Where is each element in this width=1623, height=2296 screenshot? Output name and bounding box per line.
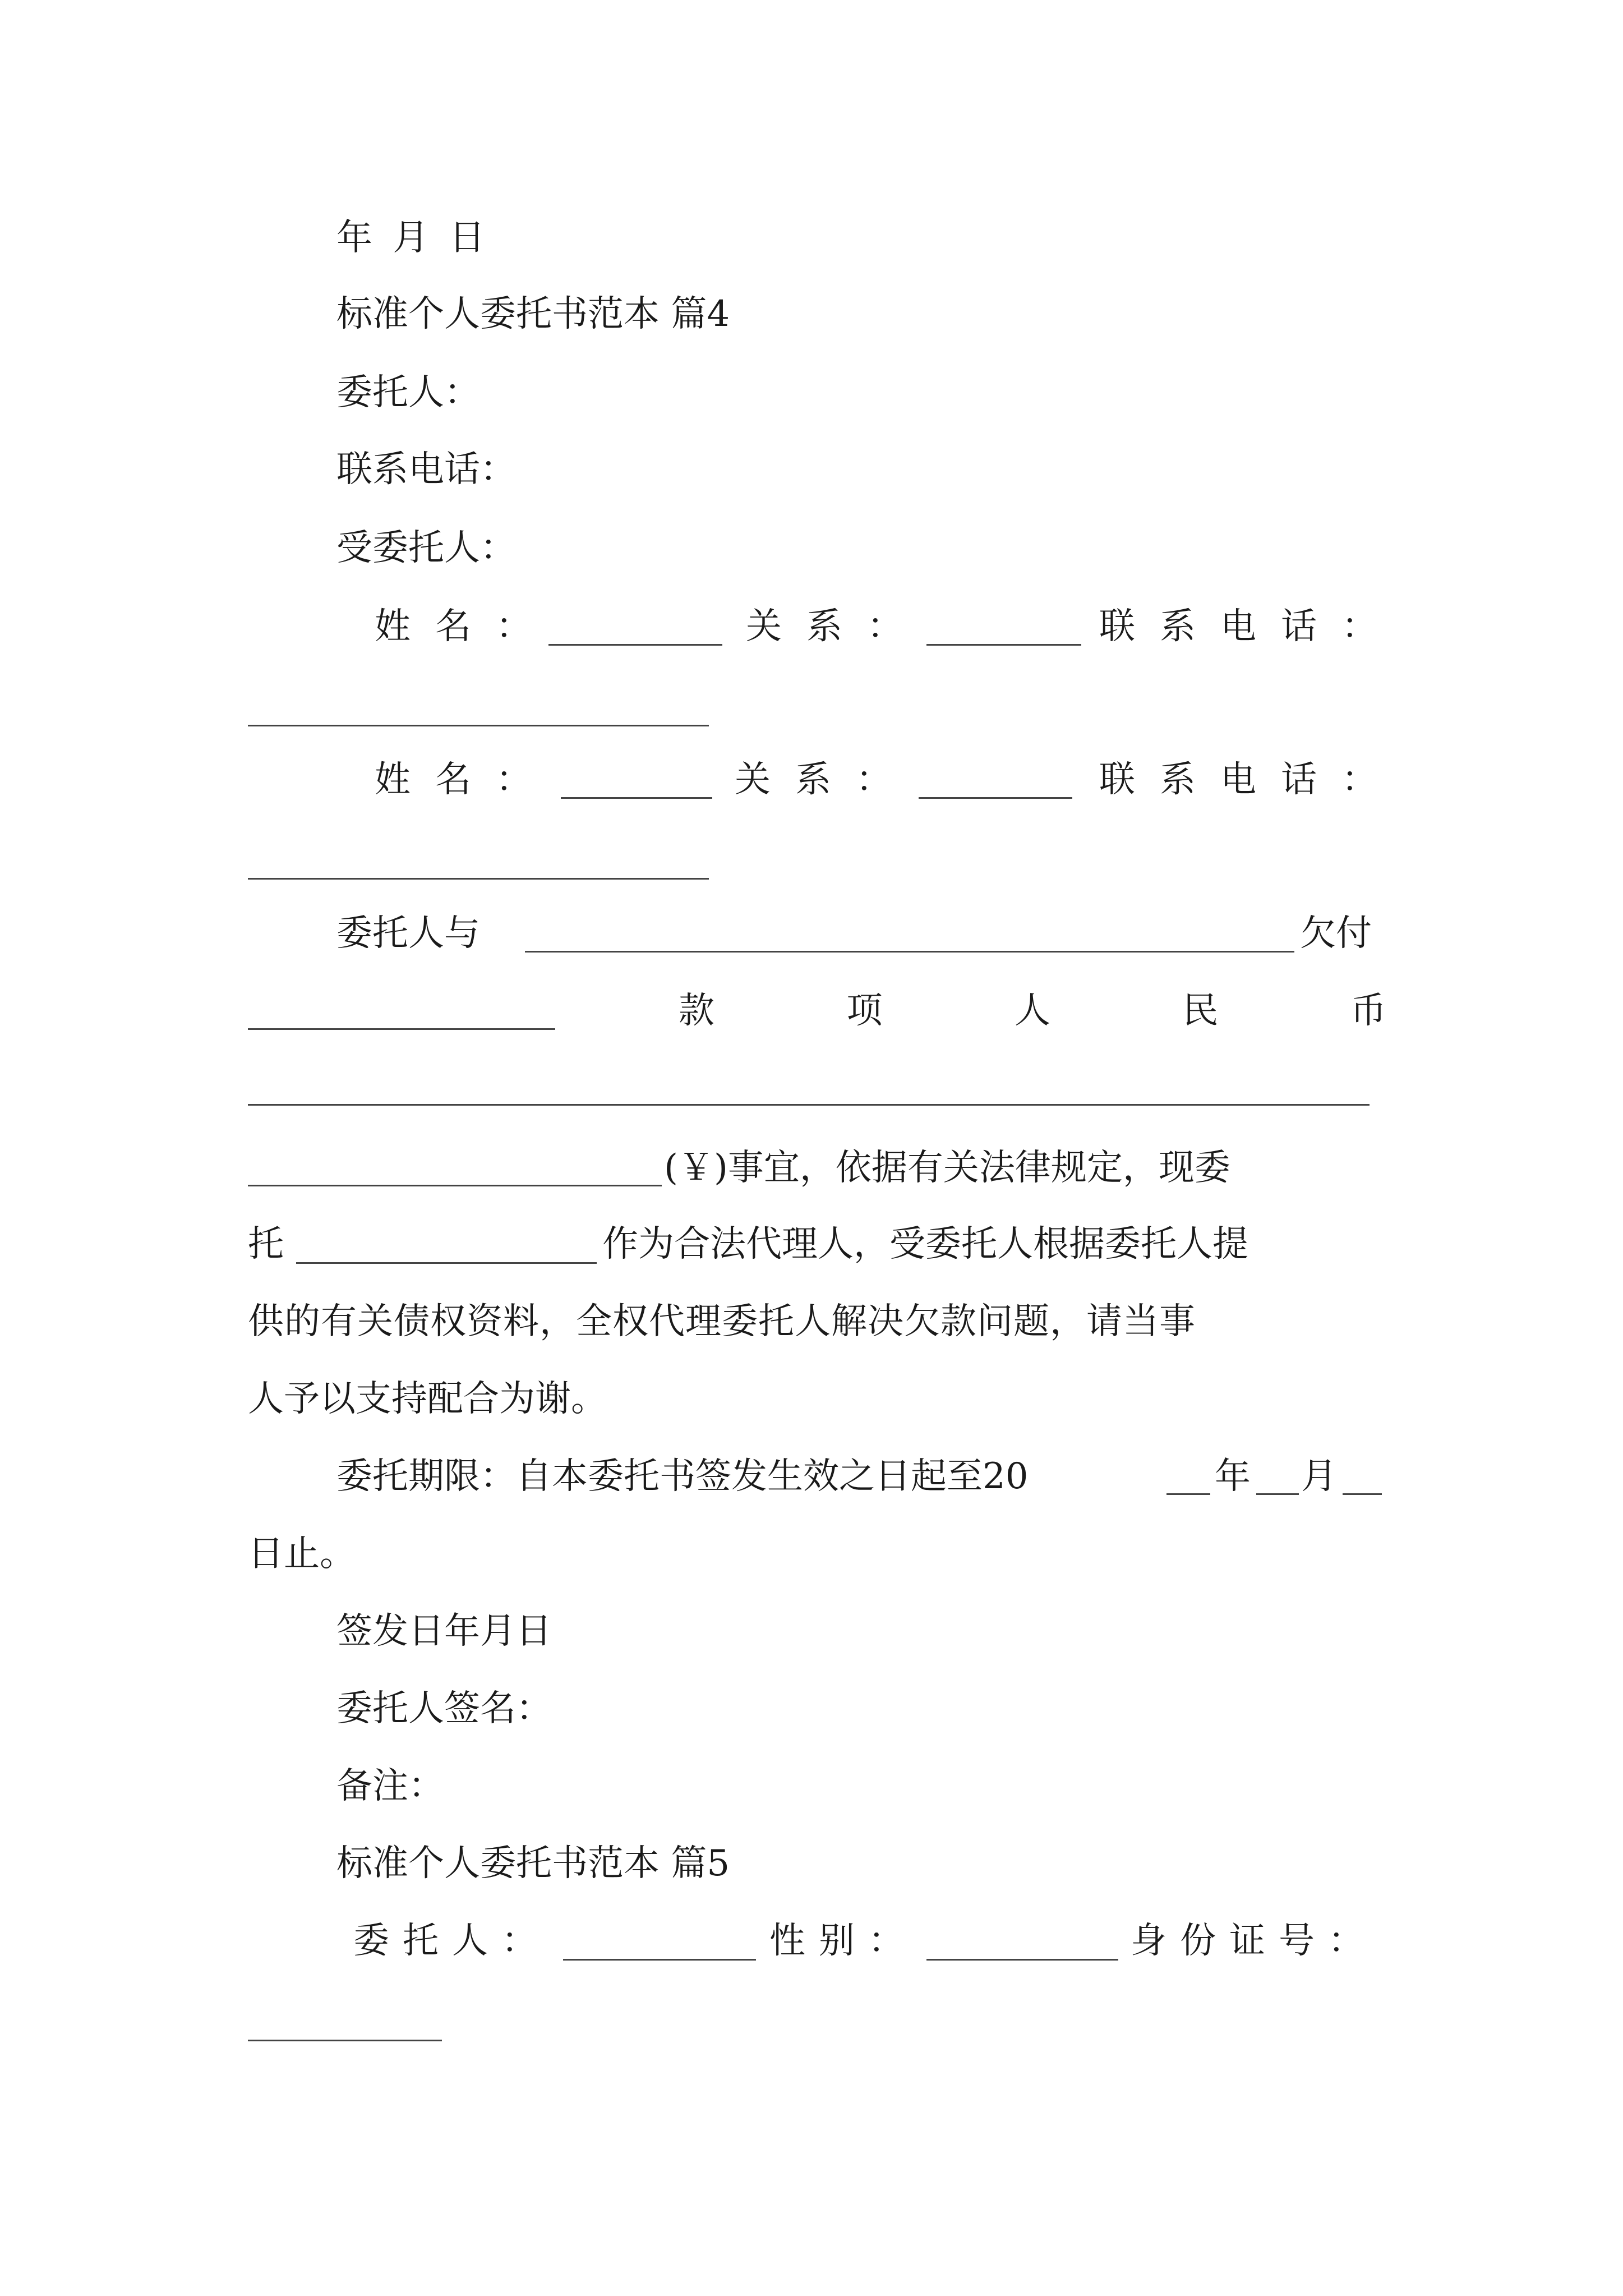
paragraph-line-1-end: 欠付 <box>1300 913 1372 954</box>
name-blank <box>548 644 722 646</box>
client-name-label: 委托人： <box>353 1920 551 1962</box>
char-bi: 币 <box>1350 990 1386 1032</box>
paragraph-line-4-start: 托 <box>248 1223 284 1265</box>
id-number-blank <box>248 2040 442 2041</box>
paragraph-line-6: 人予以支持配合为谢。 <box>248 1378 607 1420</box>
id-number-label: 身份证号： <box>1131 1920 1377 1962</box>
name-blank <box>561 797 712 799</box>
term-line-start: 委托期限：自本委托书签发生效之日起至20 <box>336 1456 1029 1497</box>
amount-chinese-blank <box>248 1104 1370 1106</box>
signature-line: 委托人签名： <box>336 1688 552 1729</box>
char-ren: 人 <box>1015 990 1050 1032</box>
relation-blank <box>919 797 1072 799</box>
debtor-blank <box>248 1028 555 1030</box>
heading-section-4: 标准个人委托书范本 篇4 <box>336 293 730 335</box>
paragraph-line-3: (￥)事宜，依据有关法律规定，现委 <box>664 1147 1230 1189</box>
contact-phone-label: 联系电话： <box>336 449 516 490</box>
char-kuan: 款 <box>679 990 714 1032</box>
paragraph-line-4-end: 作为合法代理人，受委托人根据委托人提 <box>602 1223 1248 1265</box>
day-blank <box>1343 1493 1382 1495</box>
relation-label: 关系： <box>735 759 916 800</box>
relation-label: 关系： <box>746 606 928 647</box>
gender-label: 性别： <box>769 1920 917 1962</box>
term-year: 年 <box>1215 1456 1251 1497</box>
char-min: 民 <box>1182 990 1219 1032</box>
paragraph-line-5: 供的有关债权资料，全权代理委托人解决欠款问题，请当事 <box>248 1301 1196 1342</box>
date-line: 年 月 日 <box>336 217 490 259</box>
agent-blank <box>296 1262 597 1264</box>
tel-blank <box>248 878 709 880</box>
relation-blank <box>926 644 1081 646</box>
tel-label: 联系电话： <box>1099 759 1402 800</box>
trustee-label: 受委托人： <box>336 527 516 569</box>
issue-date-line: 签发日年月日 <box>336 1611 552 1652</box>
name-label: 姓名： <box>375 606 556 647</box>
client-label: 委托人： <box>336 372 480 413</box>
tel-blank <box>248 725 709 726</box>
term-month: 月 <box>1301 1456 1337 1497</box>
client-name-blank <box>563 1959 756 1961</box>
creditor-blank <box>525 951 1294 953</box>
remark-line: 备注： <box>336 1765 444 1807</box>
month-blank <box>1256 1493 1299 1495</box>
term-line-end: 日止。 <box>248 1533 356 1575</box>
paragraph-line-1-start: 委托人与 <box>336 913 480 954</box>
name-label: 姓名： <box>375 759 556 800</box>
amount-number-blank <box>248 1185 662 1186</box>
tel-label: 联系电话： <box>1099 606 1402 647</box>
char-xiang: 项 <box>846 990 883 1032</box>
year-blank <box>1166 1493 1210 1495</box>
amount-label-spread <box>679 990 1386 1032</box>
heading-section-5: 标准个人委托书范本 篇5 <box>336 1843 730 1884</box>
gender-blank <box>926 1959 1118 1961</box>
